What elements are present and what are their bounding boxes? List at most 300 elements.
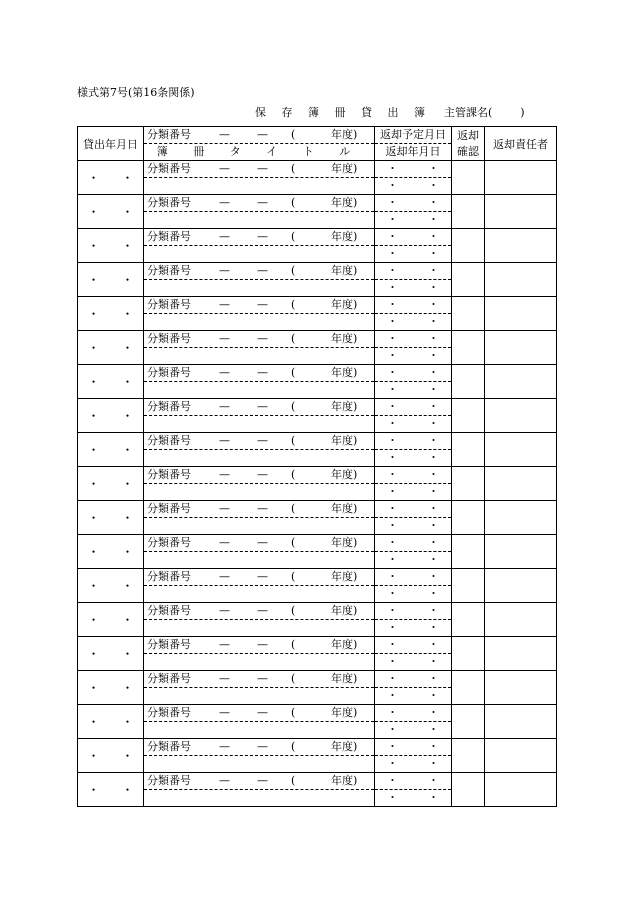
return-person-cell[interactable] xyxy=(485,705,557,739)
return-confirm-cell[interactable] xyxy=(452,637,485,671)
book-title-cell[interactable] xyxy=(144,348,375,365)
lend-date-dot: ・ xyxy=(121,307,134,321)
classification-dash-2: — xyxy=(257,298,268,311)
book-title-cell[interactable] xyxy=(144,518,375,535)
return-confirm-cell[interactable] xyxy=(452,739,485,773)
return-confirm-cell[interactable] xyxy=(452,297,485,331)
return-date-cell[interactable] xyxy=(375,688,452,705)
due-date-dot: ・ xyxy=(428,264,439,277)
lend-date-dot: ・ xyxy=(121,273,134,287)
due-date-cell[interactable] xyxy=(375,637,452,654)
due-date-dot: ・ xyxy=(428,604,439,617)
return-date-dot: ・ xyxy=(428,621,439,634)
due-date-dot: ・ xyxy=(387,162,398,175)
classification-cell[interactable] xyxy=(144,433,375,450)
year-close: 年度) xyxy=(331,706,358,719)
classification-dash-2: — xyxy=(257,332,268,345)
classification-cell[interactable] xyxy=(144,569,375,586)
classification-dash-1: — xyxy=(219,740,230,753)
return-person-cell[interactable] xyxy=(485,501,557,535)
year-paren-open: ( xyxy=(291,162,296,175)
due-date-dot: ・ xyxy=(428,196,439,209)
classification-cell[interactable] xyxy=(144,467,375,484)
lend-date-dot: ・ xyxy=(121,171,134,185)
due-date-dot: ・ xyxy=(428,298,439,311)
return-date-dot: ・ xyxy=(387,621,398,634)
classification-label: 分類番号 xyxy=(147,196,191,209)
header-return-confirm: 返却 確認 xyxy=(452,127,485,161)
return-person-cell[interactable] xyxy=(485,637,557,671)
lend-date-dot: ・ xyxy=(121,613,134,627)
book-title-cell[interactable] xyxy=(144,416,375,433)
return-date-cell[interactable] xyxy=(375,790,452,807)
return-date-cell[interactable] xyxy=(375,654,452,671)
lend-date-cell[interactable] xyxy=(78,739,144,773)
return-confirm-cell[interactable] xyxy=(452,195,485,229)
classification-cell[interactable] xyxy=(144,773,375,790)
classification-label: 分類番号 xyxy=(147,638,191,651)
year-paren-open: ( xyxy=(291,604,296,617)
return-date-dot: ・ xyxy=(428,349,439,362)
year-paren-open: ( xyxy=(291,264,296,277)
due-date-dot: ・ xyxy=(428,366,439,379)
book-title-cell[interactable] xyxy=(144,212,375,229)
lend-date-cell[interactable] xyxy=(78,399,144,433)
classification-dash-2: — xyxy=(257,774,268,787)
return-person-cell[interactable] xyxy=(485,331,557,365)
due-date-cell[interactable] xyxy=(375,739,452,756)
book-title-cell[interactable] xyxy=(144,314,375,331)
ledger-row xyxy=(78,399,557,416)
classification-dash-2: — xyxy=(257,570,268,583)
classification-dash-1: — xyxy=(219,774,230,787)
classification-cell[interactable] xyxy=(144,263,375,280)
lend-date-cell[interactable] xyxy=(78,263,144,297)
classification-dash-2: — xyxy=(257,400,268,413)
return-confirm-cell[interactable] xyxy=(452,161,485,195)
year-close: 年度) xyxy=(331,230,358,243)
return-confirm-cell[interactable] xyxy=(452,671,485,705)
return-person-cell[interactable] xyxy=(485,603,557,637)
ledger-row xyxy=(78,297,557,314)
return-date-dot: ・ xyxy=(387,383,398,396)
year-paren-open: ( xyxy=(291,706,296,719)
return-confirm-cell[interactable] xyxy=(452,331,485,365)
due-date-dot: ・ xyxy=(428,332,439,345)
return-date-dot: ・ xyxy=(428,655,439,668)
lend-date-cell[interactable] xyxy=(78,773,144,807)
return-date-dot: ・ xyxy=(387,179,398,192)
return-person-cell[interactable] xyxy=(485,263,557,297)
return-date-dot: ・ xyxy=(428,791,439,804)
book-title-cell[interactable] xyxy=(144,246,375,263)
header-return-person: 返却責任者 xyxy=(485,127,557,161)
return-date-dot: ・ xyxy=(387,587,398,600)
lend-date-cell[interactable] xyxy=(78,161,144,195)
ledger-row xyxy=(78,467,557,484)
due-date-dot: ・ xyxy=(387,400,398,413)
lend-date-dot: ・ xyxy=(87,273,100,287)
classification-label: 分類番号 xyxy=(147,332,191,345)
classification-dash-2: — xyxy=(257,264,268,277)
classification-dash-1: — xyxy=(219,400,230,413)
year-paren-open: ( xyxy=(291,468,296,481)
year-close: 年度) xyxy=(331,162,358,175)
due-date-cell[interactable] xyxy=(375,161,452,178)
classification-dash-1: — xyxy=(219,536,230,549)
lend-date-cell[interactable] xyxy=(78,637,144,671)
return-person-cell[interactable] xyxy=(485,399,557,433)
return-confirm-cell[interactable] xyxy=(452,399,485,433)
classification-dash-2: — xyxy=(257,536,268,549)
due-date-cell[interactable] xyxy=(375,603,452,620)
due-date-cell[interactable] xyxy=(375,195,452,212)
year-close: 年度) xyxy=(331,468,358,481)
lend-date-dot: ・ xyxy=(87,171,100,185)
return-date-cell[interactable] xyxy=(375,314,452,331)
lend-date-dot: ・ xyxy=(121,715,134,729)
lend-date-cell[interactable] xyxy=(78,501,144,535)
lend-date-cell[interactable] xyxy=(78,365,144,399)
return-date-cell[interactable] xyxy=(375,552,452,569)
classification-cell[interactable] xyxy=(144,637,375,654)
return-confirm-cell[interactable] xyxy=(452,773,485,807)
ledger-row xyxy=(78,161,557,178)
book-title-cell[interactable] xyxy=(144,790,375,807)
due-date-dot: ・ xyxy=(428,536,439,549)
due-date-cell[interactable] xyxy=(375,705,452,722)
lend-date-dot: ・ xyxy=(121,681,134,695)
due-date-cell[interactable] xyxy=(375,297,452,314)
lend-date-dot: ・ xyxy=(121,511,134,525)
return-date-dot: ・ xyxy=(428,213,439,226)
ledger-row xyxy=(78,569,557,586)
book-title-cell[interactable] xyxy=(144,552,375,569)
ledger-row xyxy=(78,671,557,688)
lend-date-cell[interactable] xyxy=(78,705,144,739)
lend-date-dot: ・ xyxy=(87,239,100,253)
return-date-dot: ・ xyxy=(428,315,439,328)
return-date-cell[interactable] xyxy=(375,348,452,365)
classification-cell[interactable] xyxy=(144,331,375,348)
classification-label: 分類番号 xyxy=(147,400,191,413)
due-date-dot: ・ xyxy=(387,196,398,209)
return-date-cell[interactable] xyxy=(375,416,452,433)
lend-date-dot: ・ xyxy=(121,341,134,355)
return-confirm-cell[interactable] xyxy=(452,263,485,297)
due-date-cell[interactable] xyxy=(375,773,452,790)
lend-date-dot: ・ xyxy=(87,613,100,627)
return-date-dot: ・ xyxy=(428,587,439,600)
header-lend-date: 貸出年月日 xyxy=(78,127,144,161)
due-date-cell[interactable] xyxy=(375,569,452,586)
classification-label: 分類番号 xyxy=(147,434,191,447)
return-person-cell[interactable] xyxy=(485,467,557,501)
year-paren-open: ( xyxy=(291,332,296,345)
return-date-dot: ・ xyxy=(387,247,398,260)
due-date-cell[interactable] xyxy=(375,467,452,484)
due-date-dot: ・ xyxy=(428,774,439,787)
year-close: 年度) xyxy=(331,638,358,651)
return-person-cell[interactable] xyxy=(485,297,557,331)
year-paren-open: ( xyxy=(291,536,296,549)
year-paren-open: ( xyxy=(291,298,296,311)
due-date-dot: ・ xyxy=(428,434,439,447)
lend-date-cell[interactable] xyxy=(78,603,144,637)
lend-date-dot: ・ xyxy=(121,409,134,423)
return-confirm-cell[interactable] xyxy=(452,535,485,569)
due-date-cell[interactable] xyxy=(375,331,452,348)
return-date-cell[interactable] xyxy=(375,518,452,535)
document-title: 保 存 簿 冊 貸 出 簿 xyxy=(255,106,431,119)
lend-date-dot: ・ xyxy=(87,205,100,219)
due-date-dot: ・ xyxy=(387,502,398,515)
due-date-dot: ・ xyxy=(428,638,439,651)
book-title-cell[interactable] xyxy=(144,178,375,195)
year-close: 年度) xyxy=(331,502,358,515)
classification-cell[interactable] xyxy=(144,705,375,722)
year-close: 年度) xyxy=(331,400,358,413)
classification-cell[interactable] xyxy=(144,399,375,416)
due-date-cell[interactable] xyxy=(375,535,452,552)
classification-cell[interactable] xyxy=(144,671,375,688)
due-date-cell[interactable] xyxy=(375,263,452,280)
classification-label: 分類番号 xyxy=(147,366,191,379)
lend-date-dot: ・ xyxy=(121,375,134,389)
return-date-dot: ・ xyxy=(387,757,398,770)
classification-cell[interactable] xyxy=(144,739,375,756)
book-title-cell[interactable] xyxy=(144,382,375,399)
classification-dash-1: — xyxy=(219,434,230,447)
classification-label: 分類番号 xyxy=(147,468,191,481)
due-date-dot: ・ xyxy=(428,672,439,685)
classification-label: 分類番号 xyxy=(147,672,191,685)
lend-date-cell[interactable] xyxy=(78,297,144,331)
lend-date-dot: ・ xyxy=(87,375,100,389)
book-title-cell[interactable] xyxy=(144,620,375,637)
lend-date-dot: ・ xyxy=(121,239,134,253)
classification-cell[interactable] xyxy=(144,195,375,212)
lend-date-dot: ・ xyxy=(87,579,100,593)
due-date-cell[interactable] xyxy=(375,365,452,382)
return-date-dot: ・ xyxy=(387,417,398,430)
lend-date-dot: ・ xyxy=(121,443,134,457)
header-year-close: 年度) xyxy=(331,128,358,141)
lend-date-cell[interactable] xyxy=(78,535,144,569)
due-date-dot: ・ xyxy=(387,774,398,787)
classification-dash-2: — xyxy=(257,162,268,175)
lending-ledger-table xyxy=(77,126,557,807)
classification-dash-2: — xyxy=(257,638,268,651)
lend-date-dot: ・ xyxy=(87,783,100,797)
return-person-cell[interactable] xyxy=(485,161,557,195)
return-person-cell[interactable] xyxy=(485,535,557,569)
lend-date-cell[interactable] xyxy=(78,569,144,603)
due-date-cell[interactable] xyxy=(375,229,452,246)
return-confirm-cell[interactable] xyxy=(452,467,485,501)
classification-dash-1: — xyxy=(219,502,230,515)
book-title-cell[interactable] xyxy=(144,280,375,297)
book-title-cell[interactable] xyxy=(144,586,375,603)
ledger-row xyxy=(78,705,557,722)
due-date-dot: ・ xyxy=(428,706,439,719)
classification-dash-1: — xyxy=(219,604,230,617)
due-date-dot: ・ xyxy=(428,740,439,753)
classification-cell[interactable] xyxy=(144,229,375,246)
lend-date-dot: ・ xyxy=(121,647,134,661)
classification-cell[interactable] xyxy=(144,365,375,382)
due-date-dot: ・ xyxy=(387,570,398,583)
ledger-row xyxy=(78,535,557,552)
year-close: 年度) xyxy=(331,740,358,753)
header-row-1 xyxy=(78,127,557,144)
year-close: 年度) xyxy=(331,536,358,549)
return-person-cell[interactable] xyxy=(485,569,557,603)
classification-label: 分類番号 xyxy=(147,706,191,719)
classification-dash-2: — xyxy=(257,672,268,685)
classification-cell[interactable] xyxy=(144,603,375,620)
classification-dash-1: — xyxy=(219,638,230,651)
return-date-cell[interactable] xyxy=(375,450,452,467)
lend-date-dot: ・ xyxy=(87,409,100,423)
return-date-dot: ・ xyxy=(387,553,398,566)
return-date-dot: ・ xyxy=(387,689,398,702)
department-close: ) xyxy=(520,106,525,119)
lend-date-cell[interactable] xyxy=(78,195,144,229)
due-date-dot: ・ xyxy=(428,400,439,413)
year-close: 年度) xyxy=(331,196,358,209)
classification-dash-2: — xyxy=(257,468,268,481)
ledger-row xyxy=(78,773,557,790)
return-confirm-cell[interactable] xyxy=(452,569,485,603)
return-confirm-cell[interactable] xyxy=(452,705,485,739)
due-date-cell[interactable] xyxy=(375,399,452,416)
return-person-cell[interactable] xyxy=(485,773,557,807)
lend-date-cell[interactable] xyxy=(78,331,144,365)
classification-dash-2: — xyxy=(257,230,268,243)
header-dash-2: — xyxy=(257,128,268,141)
return-date-dot: ・ xyxy=(428,723,439,736)
book-title-cell[interactable] xyxy=(144,688,375,705)
classification-dash-1: — xyxy=(219,264,230,277)
book-title-cell[interactable] xyxy=(144,722,375,739)
return-person-cell[interactable] xyxy=(485,671,557,705)
return-date-cell[interactable] xyxy=(375,246,452,263)
lend-date-dot: ・ xyxy=(121,545,134,559)
return-date-cell[interactable] xyxy=(375,722,452,739)
year-paren-open: ( xyxy=(291,434,296,447)
return-confirm-cell[interactable] xyxy=(452,433,485,467)
return-person-cell[interactable] xyxy=(485,195,557,229)
lend-date-cell[interactable] xyxy=(78,671,144,705)
classification-cell[interactable] xyxy=(144,297,375,314)
year-paren-open: ( xyxy=(291,570,296,583)
classification-label: 分類番号 xyxy=(147,298,191,311)
return-date-cell[interactable] xyxy=(375,280,452,297)
classification-dash-1: — xyxy=(219,230,230,243)
return-date-cell[interactable] xyxy=(375,178,452,195)
return-date-cell[interactable] xyxy=(375,620,452,637)
year-close: 年度) xyxy=(331,570,358,583)
book-title-cell[interactable] xyxy=(144,450,375,467)
due-date-cell[interactable] xyxy=(375,501,452,518)
lend-date-dot: ・ xyxy=(121,749,134,763)
return-date-cell[interactable] xyxy=(375,756,452,773)
classification-label: 分類番号 xyxy=(147,230,191,243)
return-date-cell[interactable] xyxy=(375,382,452,399)
due-date-dot: ・ xyxy=(428,502,439,515)
classification-label: 分類番号 xyxy=(147,502,191,515)
due-date-cell[interactable] xyxy=(375,433,452,450)
year-paren-open: ( xyxy=(291,740,296,753)
lend-date-dot: ・ xyxy=(87,341,100,355)
lend-date-dot: ・ xyxy=(87,545,100,559)
return-confirm-cell[interactable] xyxy=(452,365,485,399)
return-person-cell[interactable] xyxy=(485,229,557,263)
year-paren-open: ( xyxy=(291,230,296,243)
department-label: 主管課名( xyxy=(444,106,493,119)
due-date-cell[interactable] xyxy=(375,671,452,688)
classification-cell[interactable] xyxy=(144,161,375,178)
year-paren-open: ( xyxy=(291,196,296,209)
due-date-dot: ・ xyxy=(387,434,398,447)
classification-cell[interactable] xyxy=(144,501,375,518)
return-date-dot: ・ xyxy=(387,485,398,498)
due-date-dot: ・ xyxy=(387,332,398,345)
header-book-title: 簿 冊 タ イ ト ル xyxy=(144,144,375,161)
return-confirm-cell[interactable] xyxy=(452,229,485,263)
classification-label: 分類番号 xyxy=(147,264,191,277)
classification-dash-2: — xyxy=(257,196,268,209)
classification-dash-1: — xyxy=(219,468,230,481)
due-date-dot: ・ xyxy=(387,298,398,311)
due-date-dot: ・ xyxy=(387,468,398,481)
return-date-dot: ・ xyxy=(387,723,398,736)
return-confirm-cell[interactable] xyxy=(452,501,485,535)
year-close: 年度) xyxy=(331,264,358,277)
return-date-dot: ・ xyxy=(428,757,439,770)
classification-dash-1: — xyxy=(219,196,230,209)
lend-date-cell[interactable] xyxy=(78,433,144,467)
classification-cell[interactable] xyxy=(144,535,375,552)
book-title-cell[interactable] xyxy=(144,654,375,671)
lend-date-dot: ・ xyxy=(87,647,100,661)
lend-date-dot: ・ xyxy=(87,477,100,491)
book-title-cell[interactable] xyxy=(144,484,375,501)
return-person-cell[interactable] xyxy=(485,365,557,399)
return-date-dot: ・ xyxy=(428,553,439,566)
year-close: 年度) xyxy=(331,366,358,379)
lend-date-cell[interactable] xyxy=(78,229,144,263)
due-date-dot: ・ xyxy=(387,366,398,379)
classification-dash-2: — xyxy=(257,706,268,719)
return-date-cell[interactable] xyxy=(375,586,452,603)
book-title-cell[interactable] xyxy=(144,756,375,773)
return-date-cell[interactable] xyxy=(375,212,452,229)
return-date-dot: ・ xyxy=(387,281,398,294)
lend-date-dot: ・ xyxy=(121,477,134,491)
return-person-cell[interactable] xyxy=(485,739,557,773)
classification-label: 分類番号 xyxy=(147,536,191,549)
return-date-cell[interactable] xyxy=(375,484,452,501)
return-date-dot: ・ xyxy=(387,791,398,804)
return-confirm-cell[interactable] xyxy=(452,603,485,637)
return-date-dot: ・ xyxy=(428,519,439,532)
header-classification-label: 分類番号 xyxy=(147,128,191,141)
lend-date-cell[interactable] xyxy=(78,467,144,501)
classification-dash-1: — xyxy=(219,366,230,379)
return-person-cell[interactable] xyxy=(485,433,557,467)
